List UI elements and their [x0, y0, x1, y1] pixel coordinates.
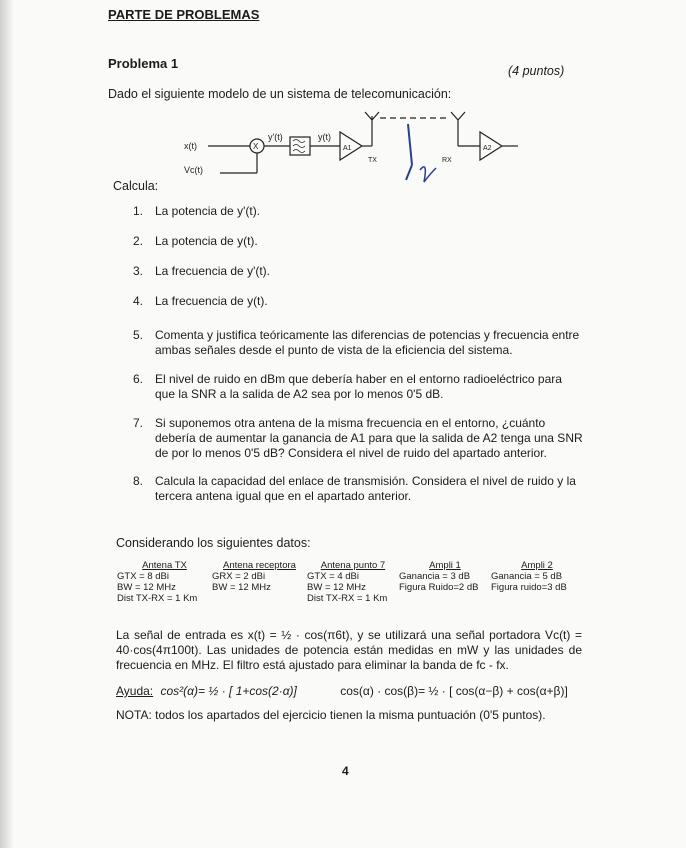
rx-label: RX — [442, 157, 452, 164]
ayuda-line — [116, 684, 568, 698]
data-cell: Dist TX-RX = 1 Km — [307, 593, 388, 604]
exam-page: PARTE DE PROBLEMAS Problema 1 (4 puntos) Dado el siguiente modelo de un sistema de telecomunicación: x(t) Vc(t) X y'(t) y(t) A1 TX RX A2 Calcula: 1. La potencia de y'(t). 2. La potencia de y(t). 3. La frecuencia de y'(t). 4. La frecuencia de y(t). 5. Comenta y justifica teóricamente las diferencias de potencias y frecuencia entre ambas señales desde el punto de vista de la eficiencia del sistema. 6. El nivel de ruido en dBm que debería haber en el entorno radioeléctrico para que la SNR a la salida de A2 sea por lo menos 0'5 dB. 7. Si suponemos otra antena de la misma frecuencia en el entorno, ¿cuánto debería de aumentar la ganancia de A1 para que la salida de A2 tenga una SNR de por lo menos 0'5 dB? Considera el nivel de ruido del apartado anterior. 8. Calcula la capacidad del enlace de transmisión. Considera el nivel de ruido y la tercera antena igual que en el apartado anterior. Considerando los siguientes datos: Antena TX Antena receptora Antena punto 7 Ampli 1 Ampli 2 GTX = 8 dBi GRX = 2 dBi GTX = 4 dBi Ganancia = 3 dB Ganancia = 5 dB BW = 12 MHz BW = 12 MHz BW = 12 MHz Figura Ruido=2 dB Figura ruido=3 dB Dist TX-RX = 1 Km Dist TX-RX = 1 Km La señal de entrada es x(t) = ½ · cos(π6t), y se utilizará una señal portadora Vc(t) = 40·cos(4π100t). Las unidades de potencia están medidas en mW y las unidades de frecuencia en MHz. El filtro está ajustado para eliminar la banda de fc - fx. Ayuda: cos²(α)= ½ · [ 1+cos(2·α)] cos(α) · cos(β)= ½ · [ cos(α−β) + cos(α+β)] NOTA: todos los apartados del ejercicio tienen la misma puntuación (0'5 puntos). 4 — [0, 0, 686, 848]
data-heading: Considerando los siguientes datos: — [116, 536, 311, 550]
system-diagram — [180, 110, 525, 185]
data-cell — [212, 593, 307, 604]
data-col-header: Antena punto 7 — [320, 560, 386, 571]
data-cell: GRX = 2 dBi — [212, 571, 266, 582]
data-cell: GTX = 4 dBi — [307, 571, 360, 582]
data-col-header: Antena receptora — [223, 560, 296, 571]
data-cell: BW = 12 MHz — [117, 582, 176, 593]
problem-points: (4 puntos) — [508, 64, 565, 78]
scan-edge-shadow — [0, 0, 14, 848]
mixer-symbol: X — [253, 142, 259, 151]
data-col-header: Ampli 1 — [429, 560, 461, 571]
nota-line: NOTA: todos los apartados del ejercicio tienen la misma puntuación (0'5 puntos). — [116, 708, 546, 722]
x-input-label: x(t) — [184, 141, 197, 151]
yprime-label: y'(t) — [268, 132, 283, 142]
data-col-header: Ampli 2 — [521, 560, 553, 571]
section-header: PARTE DE PROBLEMAS — [108, 7, 260, 22]
amplifier-a2-label: A2 — [483, 145, 492, 152]
page-number: 4 — [342, 764, 349, 778]
ayuda-formula-1: cos²(α)= ½ · [ 1+cos(2·α)] — [160, 684, 297, 698]
data-cell: Figura ruido=3 dB — [491, 582, 567, 593]
y-label: y(t) — [318, 132, 331, 142]
data-cell: BW = 12 MHz — [212, 582, 271, 593]
carrier-label: Vc(t) — [184, 165, 203, 175]
data-col-header: Antena TX — [142, 560, 187, 571]
data-cell — [399, 593, 491, 604]
problem-intro: Dado el siguiente modelo de un sistema de telecomunicación: — [108, 87, 452, 101]
calcula-label: Calcula: — [113, 179, 159, 193]
data-cell: Figura Ruido=2 dB — [399, 582, 479, 593]
data-cell: Ganancia = 3 dB — [399, 571, 471, 582]
ayuda-formula-2: cos(α) · cos(β)= ½ · [ cos(α−β) + cos(α+β)] — [340, 684, 568, 698]
data-table — [117, 560, 583, 604]
problem-title: Problema 1 — [108, 56, 179, 71]
data-cell — [491, 593, 583, 604]
data-cell: Dist TX-RX = 1 Km — [117, 593, 198, 604]
signal-paragraph: La señal de entrada es x(t) = ½ · cos(π6t), y se utilizará una señal portadora Vc(t) = 40·cos(4π100t). Las unidades de potencia están medidas en mW y las unidades de frecuencia en MHz. El filtro está ajustado para eliminar la banda de fc - fx. — [116, 628, 582, 672]
data-cell: BW = 12 MHz — [307, 582, 366, 593]
tx-label: TX — [368, 157, 377, 164]
data-cell: GTX = 8 dBi — [117, 571, 170, 582]
data-cell: Ganancia = 5 dB — [491, 571, 563, 582]
ayuda-label: Ayuda: — [116, 684, 154, 698]
amplifier-a1-label: A1 — [343, 145, 352, 152]
